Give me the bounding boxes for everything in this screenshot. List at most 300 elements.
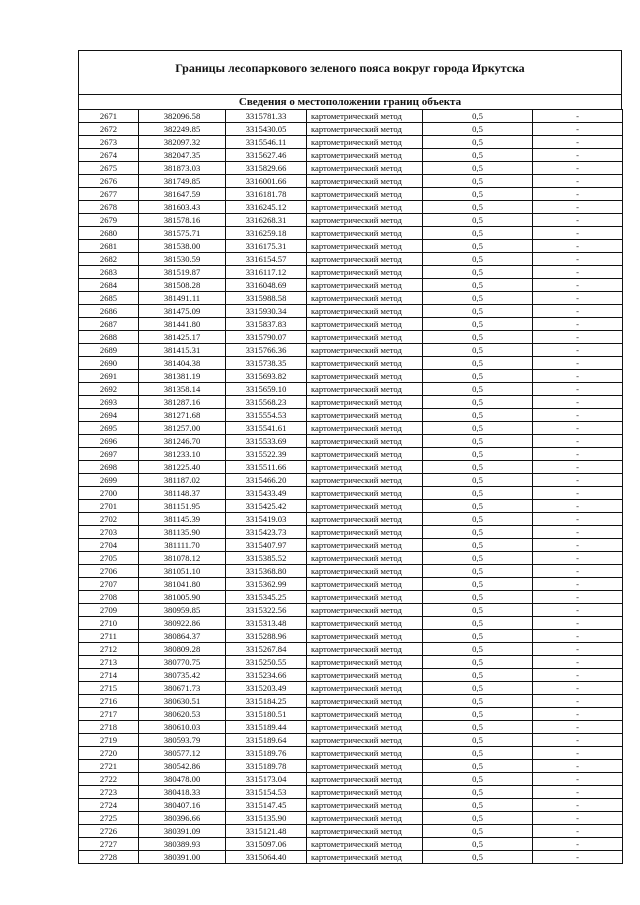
accuracy-cell: 0,5 <box>423 565 533 578</box>
table-row <box>79 578 623 591</box>
method-cell: картометрический метод <box>307 539 423 552</box>
x-coordinate-cell: 381051.10 <box>139 565 226 578</box>
note-cell: - <box>533 630 623 643</box>
accuracy-cell: 0,5 <box>423 786 533 799</box>
point-number-cell: 2699 <box>79 474 139 487</box>
x-coordinate-cell: 381873.03 <box>139 162 226 175</box>
table-row <box>79 370 623 383</box>
table-row <box>79 214 623 227</box>
table-row <box>79 409 623 422</box>
accuracy-cell: 0,5 <box>423 734 533 747</box>
method-cell: картометрический метод <box>307 357 423 370</box>
x-coordinate-cell: 381287.16 <box>139 396 226 409</box>
point-number-cell: 2674 <box>79 149 139 162</box>
note-cell: - <box>533 201 623 214</box>
method-cell: картометрический метод <box>307 370 423 383</box>
accuracy-cell: 0,5 <box>423 591 533 604</box>
point-number-cell: 2720 <box>79 747 139 760</box>
point-number-cell: 2697 <box>79 448 139 461</box>
method-cell: картометрический метод <box>307 136 423 149</box>
x-coordinate-cell: 381575.71 <box>139 227 226 240</box>
point-number-cell: 2685 <box>79 292 139 305</box>
point-number-cell: 2689 <box>79 344 139 357</box>
note-cell: - <box>533 747 623 760</box>
coordinates-table <box>78 109 623 864</box>
accuracy-cell: 0,5 <box>423 656 533 669</box>
y-coordinate-cell: 3316245.12 <box>226 201 307 214</box>
point-number-cell: 2723 <box>79 786 139 799</box>
y-coordinate-cell: 3315693.82 <box>226 370 307 383</box>
note-cell: - <box>533 643 623 656</box>
note-cell: - <box>533 461 623 474</box>
accuracy-cell: 0,5 <box>423 708 533 721</box>
accuracy-cell: 0,5 <box>423 604 533 617</box>
y-coordinate-cell: 3315546.11 <box>226 136 307 149</box>
y-coordinate-cell: 3316048.69 <box>226 279 307 292</box>
y-coordinate-cell: 3316259.18 <box>226 227 307 240</box>
point-number-cell: 2673 <box>79 136 139 149</box>
point-number-cell: 2712 <box>79 643 139 656</box>
point-number-cell: 2716 <box>79 695 139 708</box>
point-number-cell: 2719 <box>79 734 139 747</box>
x-coordinate-cell: 381441.80 <box>139 318 226 331</box>
point-number-cell: 2707 <box>79 578 139 591</box>
point-number-cell: 2671 <box>79 110 139 123</box>
y-coordinate-cell: 3315189.44 <box>226 721 307 734</box>
method-cell: картометрический метод <box>307 513 423 526</box>
method-cell: картометрический метод <box>307 656 423 669</box>
point-number-cell: 2715 <box>79 682 139 695</box>
y-coordinate-cell: 3315184.25 <box>226 695 307 708</box>
method-cell: картометрический метод <box>307 721 423 734</box>
x-coordinate-cell: 380396.66 <box>139 812 226 825</box>
point-number-cell: 2695 <box>79 422 139 435</box>
accuracy-cell: 0,5 <box>423 773 533 786</box>
y-coordinate-cell: 3315781.33 <box>226 110 307 123</box>
method-cell: картометрический метод <box>307 500 423 513</box>
note-cell: - <box>533 734 623 747</box>
y-coordinate-cell: 3315147.45 <box>226 799 307 812</box>
note-cell: - <box>533 279 623 292</box>
method-cell: картометрический метод <box>307 669 423 682</box>
y-coordinate-cell: 3315173.04 <box>226 773 307 786</box>
document-title: Границы лесопаркового зеленого пояса вокруг города Иркутска <box>175 61 525 75</box>
point-number-cell: 2672 <box>79 123 139 136</box>
note-cell: - <box>533 292 623 305</box>
table-row <box>79 266 623 279</box>
note-cell: - <box>533 578 623 591</box>
x-coordinate-cell: 381491.11 <box>139 292 226 305</box>
table-row <box>79 773 623 786</box>
accuracy-cell: 0,5 <box>423 552 533 565</box>
table-row <box>79 604 623 617</box>
method-cell: картометрический метод <box>307 825 423 838</box>
x-coordinate-cell: 380389.93 <box>139 838 226 851</box>
method-cell: картометрический метод <box>307 747 423 760</box>
accuracy-cell: 0,5 <box>423 422 533 435</box>
y-coordinate-cell: 3315189.64 <box>226 734 307 747</box>
accuracy-cell: 0,5 <box>423 344 533 357</box>
method-cell: картометрический метод <box>307 630 423 643</box>
method-cell: картометрический метод <box>307 812 423 825</box>
y-coordinate-cell: 3315288.96 <box>226 630 307 643</box>
y-coordinate-cell: 3315189.78 <box>226 760 307 773</box>
x-coordinate-cell: 381508.28 <box>139 279 226 292</box>
note-cell: - <box>533 825 623 838</box>
accuracy-cell: 0,5 <box>423 669 533 682</box>
table-row <box>79 136 623 149</box>
point-number-cell: 2688 <box>79 331 139 344</box>
accuracy-cell: 0,5 <box>423 448 533 461</box>
method-cell: картометрический метод <box>307 383 423 396</box>
point-number-cell: 2724 <box>79 799 139 812</box>
x-coordinate-cell: 381187.02 <box>139 474 226 487</box>
table-row <box>79 357 623 370</box>
x-coordinate-cell: 381005.90 <box>139 591 226 604</box>
y-coordinate-cell: 3315097.06 <box>226 838 307 851</box>
table-row <box>79 825 623 838</box>
table-row <box>79 344 623 357</box>
note-cell: - <box>533 565 623 578</box>
method-cell: картометрический метод <box>307 214 423 227</box>
x-coordinate-cell: 380671.73 <box>139 682 226 695</box>
x-coordinate-cell: 380391.09 <box>139 825 226 838</box>
table-row <box>79 656 623 669</box>
table-row <box>79 240 623 253</box>
table-row <box>79 292 623 305</box>
accuracy-cell: 0,5 <box>423 175 533 188</box>
accuracy-cell: 0,5 <box>423 760 533 773</box>
method-cell: картометрический метод <box>307 526 423 539</box>
point-number-cell: 2728 <box>79 851 139 864</box>
note-cell: - <box>533 214 623 227</box>
method-cell: картометрический метод <box>307 123 423 136</box>
accuracy-cell: 0,5 <box>423 240 533 253</box>
table-row <box>79 721 623 734</box>
y-coordinate-cell: 3315154.53 <box>226 786 307 799</box>
y-coordinate-cell: 3315541.61 <box>226 422 307 435</box>
x-coordinate-cell: 381135.90 <box>139 526 226 539</box>
accuracy-cell: 0,5 <box>423 825 533 838</box>
y-coordinate-cell: 3315135.90 <box>226 812 307 825</box>
y-coordinate-cell: 3315419.03 <box>226 513 307 526</box>
point-number-cell: 2680 <box>79 227 139 240</box>
x-coordinate-cell: 381381.19 <box>139 370 226 383</box>
coordinates-table-body <box>79 110 623 864</box>
accuracy-cell: 0,5 <box>423 305 533 318</box>
point-number-cell: 2683 <box>79 266 139 279</box>
y-coordinate-cell: 3315234.66 <box>226 669 307 682</box>
method-cell: картометрический метод <box>307 838 423 851</box>
y-coordinate-cell: 3315322.56 <box>226 604 307 617</box>
method-cell: картометрический метод <box>307 201 423 214</box>
x-coordinate-cell: 380418.33 <box>139 786 226 799</box>
note-cell: - <box>533 539 623 552</box>
table-row <box>79 188 623 201</box>
table-row <box>79 682 623 695</box>
note-cell: - <box>533 396 623 409</box>
method-cell: картометрический метод <box>307 318 423 331</box>
table-row <box>79 110 623 123</box>
accuracy-cell: 0,5 <box>423 266 533 279</box>
point-number-cell: 2679 <box>79 214 139 227</box>
y-coordinate-cell: 3316181.78 <box>226 188 307 201</box>
accuracy-cell: 0,5 <box>423 188 533 201</box>
accuracy-cell: 0,5 <box>423 435 533 448</box>
note-cell: - <box>533 188 623 201</box>
point-number-cell: 2725 <box>79 812 139 825</box>
x-coordinate-cell: 381647.59 <box>139 188 226 201</box>
accuracy-cell: 0,5 <box>423 526 533 539</box>
method-cell: картометрический метод <box>307 760 423 773</box>
table-row <box>79 565 623 578</box>
x-coordinate-cell: 380577.12 <box>139 747 226 760</box>
table-row <box>79 760 623 773</box>
point-number-cell: 2722 <box>79 773 139 786</box>
y-coordinate-cell: 3316117.12 <box>226 266 307 279</box>
x-coordinate-cell: 381425.17 <box>139 331 226 344</box>
accuracy-cell: 0,5 <box>423 370 533 383</box>
y-coordinate-cell: 3315988.58 <box>226 292 307 305</box>
note-cell: - <box>533 786 623 799</box>
accuracy-cell: 0,5 <box>423 149 533 162</box>
method-cell: картометрический метод <box>307 578 423 591</box>
point-number-cell: 2727 <box>79 838 139 851</box>
note-cell: - <box>533 669 623 682</box>
x-coordinate-cell: 380735.42 <box>139 669 226 682</box>
method-cell: картометрический метод <box>307 695 423 708</box>
accuracy-cell: 0,5 <box>423 318 533 331</box>
note-cell: - <box>533 708 623 721</box>
point-number-cell: 2675 <box>79 162 139 175</box>
y-coordinate-cell: 3315430.05 <box>226 123 307 136</box>
note-cell: - <box>533 656 623 669</box>
table-row <box>79 435 623 448</box>
x-coordinate-cell: 380593.79 <box>139 734 226 747</box>
accuracy-cell: 0,5 <box>423 227 533 240</box>
x-coordinate-cell: 382249.85 <box>139 123 226 136</box>
method-cell: картометрический метод <box>307 292 423 305</box>
note-cell: - <box>533 344 623 357</box>
note-cell: - <box>533 695 623 708</box>
point-number-cell: 2690 <box>79 357 139 370</box>
note-cell: - <box>533 435 623 448</box>
point-number-cell: 2698 <box>79 461 139 474</box>
y-coordinate-cell: 3315313.48 <box>226 617 307 630</box>
accuracy-cell: 0,5 <box>423 110 533 123</box>
x-coordinate-cell: 381404.38 <box>139 357 226 370</box>
note-cell: - <box>533 409 623 422</box>
method-cell: картометрический метод <box>307 682 423 695</box>
accuracy-cell: 0,5 <box>423 695 533 708</box>
table-row <box>79 253 623 266</box>
y-coordinate-cell: 3315433.49 <box>226 487 307 500</box>
accuracy-cell: 0,5 <box>423 357 533 370</box>
table-row <box>79 201 623 214</box>
method-cell: картометрический метод <box>307 591 423 604</box>
accuracy-cell: 0,5 <box>423 292 533 305</box>
x-coordinate-cell: 380922.86 <box>139 617 226 630</box>
note-cell: - <box>533 851 623 864</box>
accuracy-cell: 0,5 <box>423 812 533 825</box>
point-number-cell: 2686 <box>79 305 139 318</box>
point-number-cell: 2714 <box>79 669 139 682</box>
note-cell: - <box>533 240 623 253</box>
note-cell: - <box>533 383 623 396</box>
method-cell: картометрический метод <box>307 461 423 474</box>
y-coordinate-cell: 3316268.31 <box>226 214 307 227</box>
note-cell: - <box>533 357 623 370</box>
x-coordinate-cell: 381358.14 <box>139 383 226 396</box>
table-row <box>79 279 623 292</box>
accuracy-cell: 0,5 <box>423 214 533 227</box>
note-cell: - <box>533 422 623 435</box>
table-row <box>79 513 623 526</box>
x-coordinate-cell: 381519.87 <box>139 266 226 279</box>
x-coordinate-cell: 381578.16 <box>139 214 226 227</box>
accuracy-cell: 0,5 <box>423 474 533 487</box>
table-row <box>79 708 623 721</box>
method-cell: картометрический метод <box>307 643 423 656</box>
y-coordinate-cell: 3315250.55 <box>226 656 307 669</box>
method-cell: картометрический метод <box>307 435 423 448</box>
point-number-cell: 2709 <box>79 604 139 617</box>
method-cell: картометрический метод <box>307 279 423 292</box>
note-cell: - <box>533 721 623 734</box>
method-cell: картометрический метод <box>307 734 423 747</box>
x-coordinate-cell: 380542.86 <box>139 760 226 773</box>
note-cell: - <box>533 513 623 526</box>
point-number-cell: 2678 <box>79 201 139 214</box>
note-cell: - <box>533 370 623 383</box>
y-coordinate-cell: 3315121.48 <box>226 825 307 838</box>
table-row <box>79 227 623 240</box>
method-cell: картометрический метод <box>307 162 423 175</box>
x-coordinate-cell: 381041.80 <box>139 578 226 591</box>
note-cell: - <box>533 110 623 123</box>
note-cell: - <box>533 617 623 630</box>
y-coordinate-cell: 3315568.23 <box>226 396 307 409</box>
note-cell: - <box>533 604 623 617</box>
accuracy-cell: 0,5 <box>423 201 533 214</box>
table-row <box>79 448 623 461</box>
accuracy-cell: 0,5 <box>423 487 533 500</box>
y-coordinate-cell: 3315659.10 <box>226 383 307 396</box>
accuracy-cell: 0,5 <box>423 643 533 656</box>
table-row <box>79 799 623 812</box>
point-number-cell: 2705 <box>79 552 139 565</box>
accuracy-cell: 0,5 <box>423 279 533 292</box>
table-row <box>79 617 623 630</box>
y-coordinate-cell: 3315425.42 <box>226 500 307 513</box>
x-coordinate-cell: 381151.95 <box>139 500 226 513</box>
x-coordinate-cell: 381415.31 <box>139 344 226 357</box>
accuracy-cell: 0,5 <box>423 578 533 591</box>
table-row <box>79 149 623 162</box>
y-coordinate-cell: 3315385.52 <box>226 552 307 565</box>
table-row <box>79 331 623 344</box>
point-number-cell: 2681 <box>79 240 139 253</box>
x-coordinate-cell: 380864.37 <box>139 630 226 643</box>
method-cell: картометрический метод <box>307 565 423 578</box>
method-cell: картометрический метод <box>307 448 423 461</box>
point-number-cell: 2692 <box>79 383 139 396</box>
x-coordinate-cell: 382047.35 <box>139 149 226 162</box>
table-row <box>79 383 623 396</box>
y-coordinate-cell: 3315627.46 <box>226 149 307 162</box>
point-number-cell: 2711 <box>79 630 139 643</box>
method-cell: картометрический метод <box>307 175 423 188</box>
accuracy-cell: 0,5 <box>423 838 533 851</box>
y-coordinate-cell: 3315533.69 <box>226 435 307 448</box>
table-row <box>79 851 623 864</box>
method-cell: картометрический метод <box>307 552 423 565</box>
point-number-cell: 2684 <box>79 279 139 292</box>
point-number-cell: 2710 <box>79 617 139 630</box>
x-coordinate-cell: 381111.70 <box>139 539 226 552</box>
table-row <box>79 643 623 656</box>
note-cell: - <box>533 526 623 539</box>
method-cell: картометрический метод <box>307 253 423 266</box>
y-coordinate-cell: 3316154.57 <box>226 253 307 266</box>
point-number-cell: 2676 <box>79 175 139 188</box>
point-number-cell: 2726 <box>79 825 139 838</box>
table-row <box>79 734 623 747</box>
point-number-cell: 2706 <box>79 565 139 578</box>
x-coordinate-cell: 380391.00 <box>139 851 226 864</box>
accuracy-cell: 0,5 <box>423 630 533 643</box>
method-cell: картометрический метод <box>307 604 423 617</box>
accuracy-cell: 0,5 <box>423 617 533 630</box>
method-cell: картометрический метод <box>307 305 423 318</box>
x-coordinate-cell: 380630.51 <box>139 695 226 708</box>
y-coordinate-cell: 3315466.20 <box>226 474 307 487</box>
point-number-cell: 2693 <box>79 396 139 409</box>
accuracy-cell: 0,5 <box>423 747 533 760</box>
x-coordinate-cell: 381475.09 <box>139 305 226 318</box>
accuracy-cell: 0,5 <box>423 253 533 266</box>
x-coordinate-cell: 381530.59 <box>139 253 226 266</box>
point-number-cell: 2701 <box>79 500 139 513</box>
x-coordinate-cell: 381148.37 <box>139 487 226 500</box>
x-coordinate-cell: 381603.43 <box>139 201 226 214</box>
y-coordinate-cell: 3315829.66 <box>226 162 307 175</box>
method-cell: картометрический метод <box>307 708 423 721</box>
point-number-cell: 2694 <box>79 409 139 422</box>
y-coordinate-cell: 3315522.39 <box>226 448 307 461</box>
accuracy-cell: 0,5 <box>423 799 533 812</box>
point-number-cell: 2682 <box>79 253 139 266</box>
note-cell: - <box>533 838 623 851</box>
accuracy-cell: 0,5 <box>423 331 533 344</box>
accuracy-cell: 0,5 <box>423 513 533 526</box>
table-row <box>79 630 623 643</box>
point-number-cell: 2696 <box>79 435 139 448</box>
y-coordinate-cell: 3315362.99 <box>226 578 307 591</box>
accuracy-cell: 0,5 <box>423 162 533 175</box>
note-cell: - <box>533 175 623 188</box>
x-coordinate-cell: 380610.03 <box>139 721 226 734</box>
note-cell: - <box>533 812 623 825</box>
table-row <box>79 838 623 851</box>
method-cell: картометрический метод <box>307 110 423 123</box>
note-cell: - <box>533 773 623 786</box>
method-cell: картометрический метод <box>307 487 423 500</box>
y-coordinate-cell: 3315267.84 <box>226 643 307 656</box>
x-coordinate-cell: 380478.00 <box>139 773 226 786</box>
note-cell: - <box>533 331 623 344</box>
x-coordinate-cell: 381246.70 <box>139 435 226 448</box>
